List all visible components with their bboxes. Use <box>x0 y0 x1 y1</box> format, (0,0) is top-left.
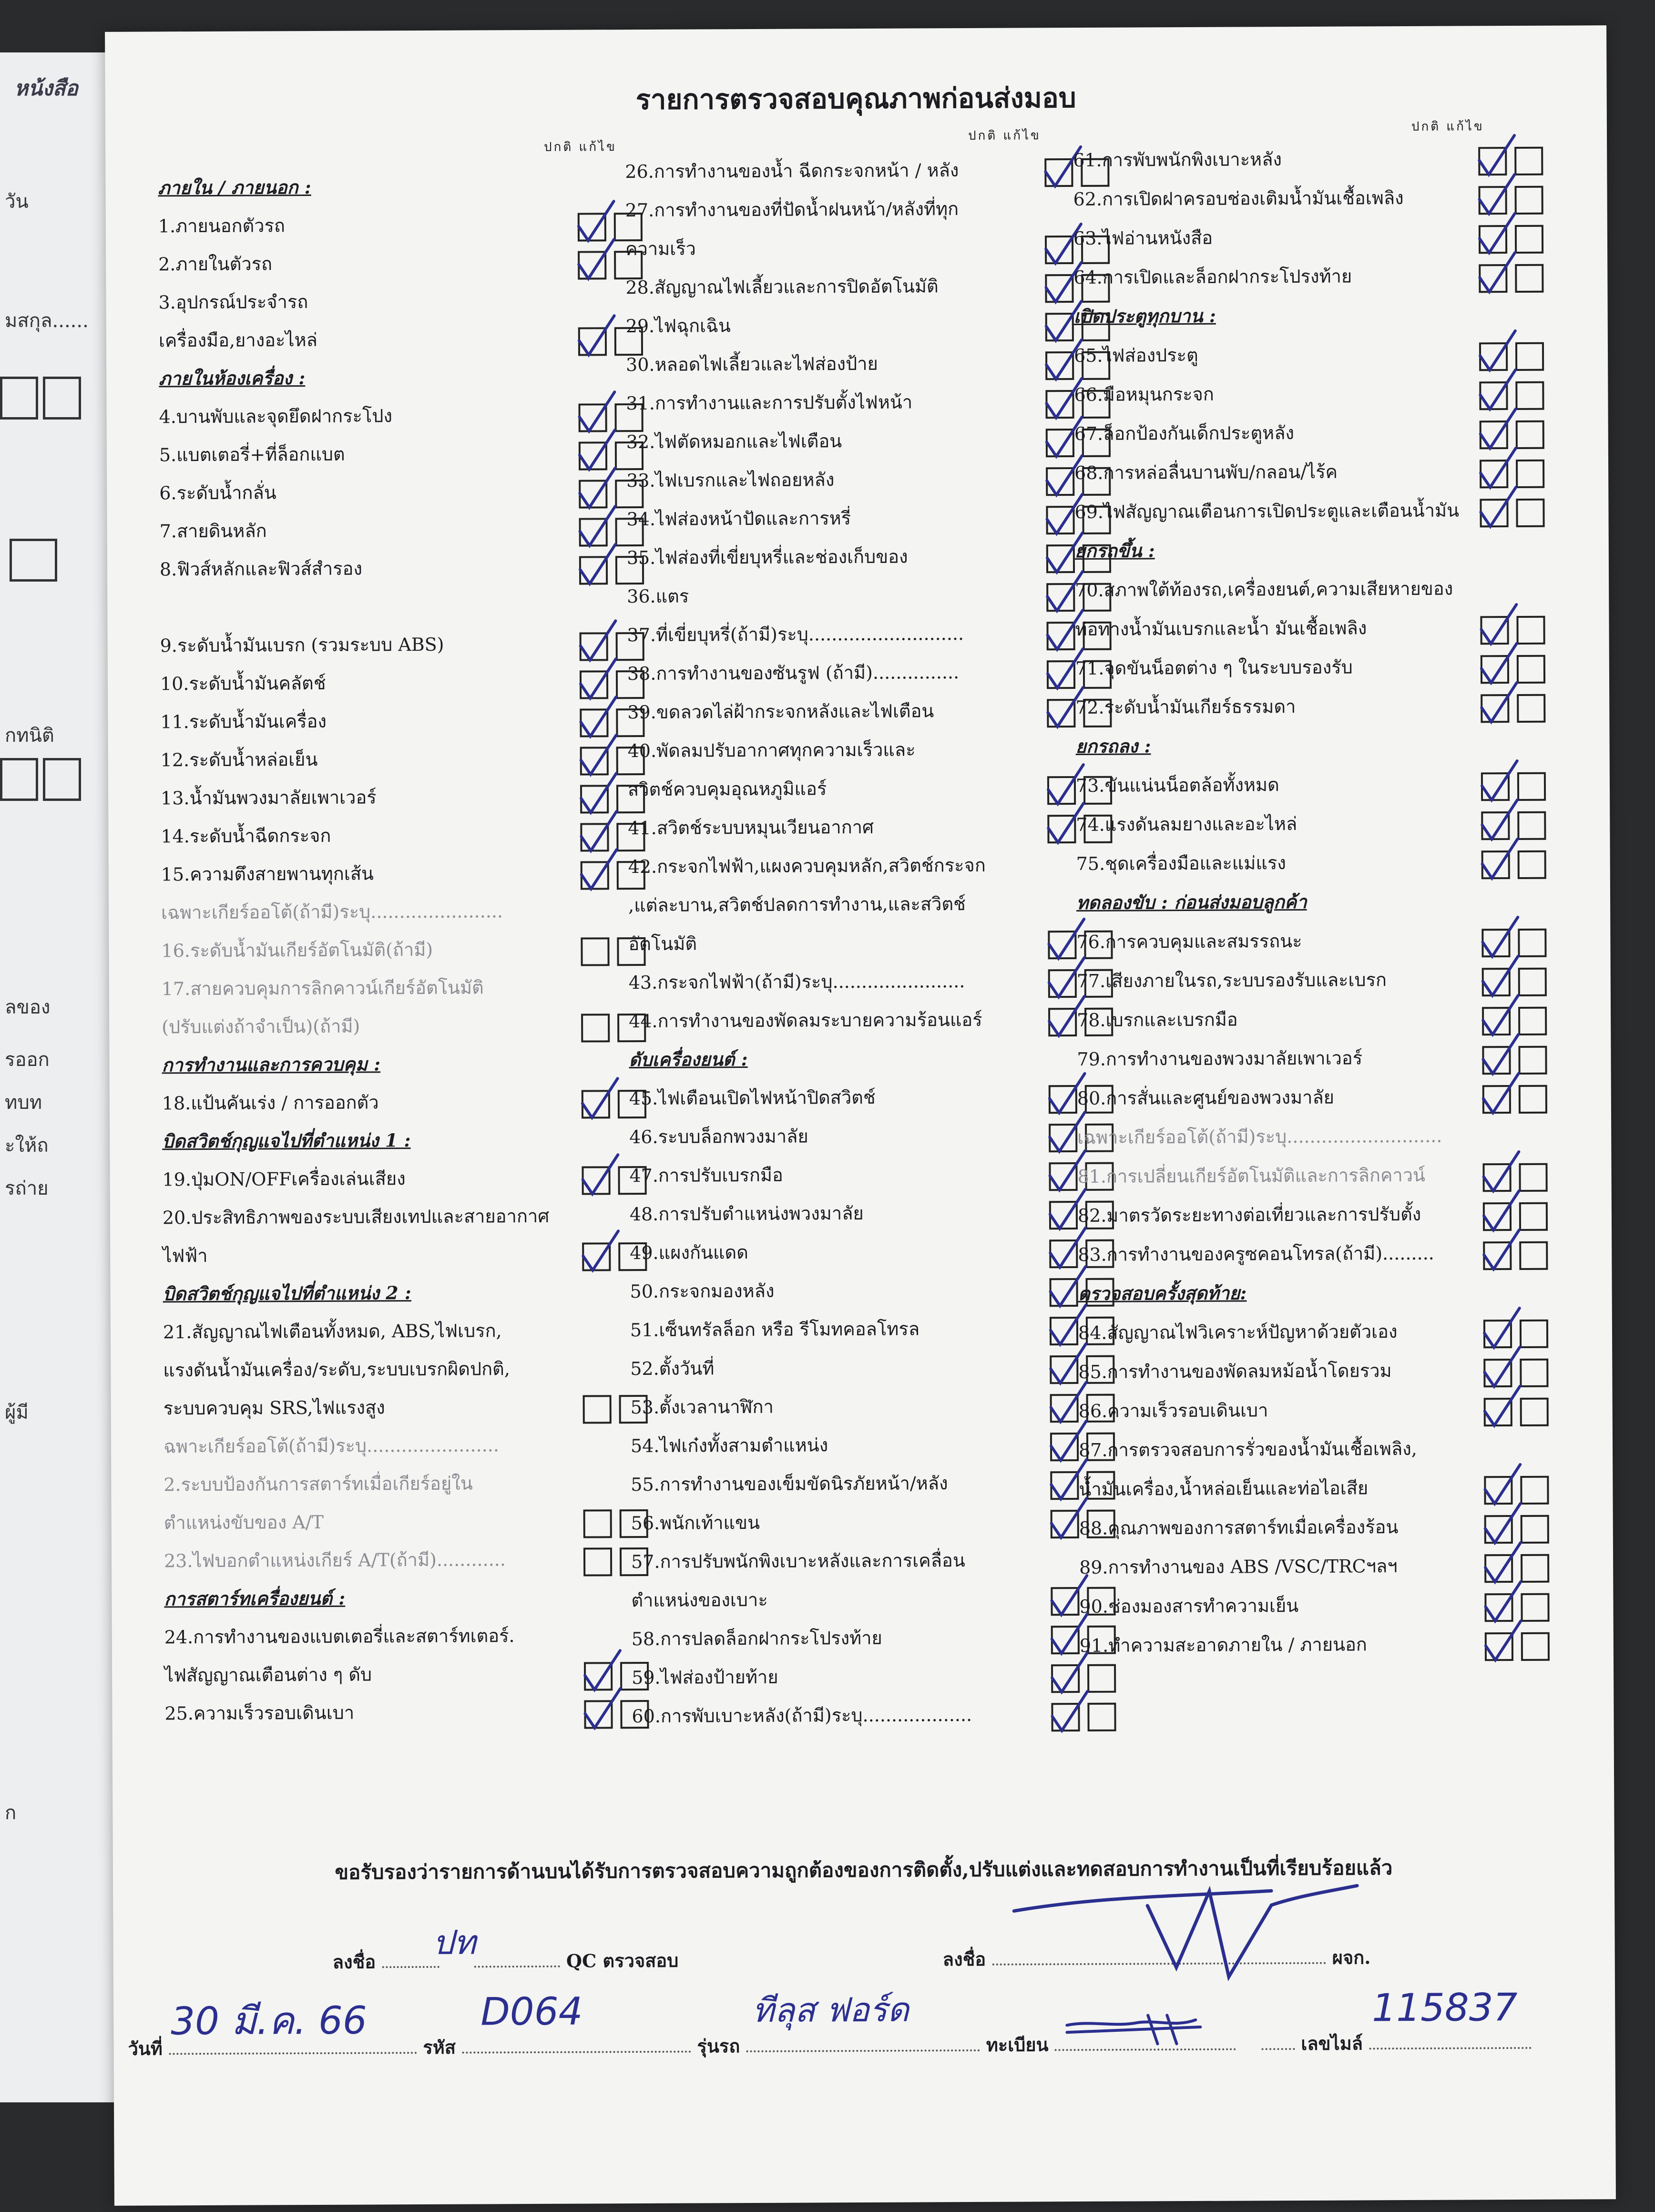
checklist-item <box>632 1662 1108 1702</box>
fix-checkbox[interactable] <box>1516 616 1545 645</box>
checklist-item-label: 64.การเปิดและล็อกฝากระโปรงท้าย <box>1073 266 1352 288</box>
checklist-item-label: 56.พนักเท้าแขน <box>631 1512 760 1534</box>
checklist-item-label: 25.ความเร็วรอบเดินเบา <box>164 1702 355 1724</box>
section-heading <box>629 1045 1105 1085</box>
checklist-item-label: ,แต่ละบาน,สวิตช์ปลดการทำงาน,และสวิตช์ <box>628 893 966 916</box>
checklist-item <box>626 427 1103 467</box>
column-header: ปกติ แก้ไข <box>544 140 617 154</box>
checkbox-pair <box>1481 694 1552 723</box>
checklist-item-label: 57.การปรับพนักพิงเบาะหลังและการเคลื่อน <box>631 1550 965 1573</box>
signature-row <box>333 1946 679 1976</box>
back-sheet-fragment: ะให้ถ <box>5 1135 49 1157</box>
checklist-item-label: 86.ความเร็วรอบเดินเบา <box>1078 1400 1268 1422</box>
checklist-item-label: 15.ความตึงสายพานทุกเส้น <box>161 863 374 885</box>
checklist-item <box>1078 1239 1559 1280</box>
document-title: รายการตรวจสอบคุณภาพก่อนส่งมอบ <box>635 82 1076 116</box>
checklist-item <box>627 658 1104 698</box>
section-heading-label: ทดลองขับ : ก่อนส่งมอบลูกค้า <box>1076 891 1307 914</box>
checklist-item-label: 78.เบรกและเบรกมือ <box>1077 1009 1238 1031</box>
checklist-item <box>631 1508 1108 1548</box>
normal-checkbox[interactable] <box>581 937 609 966</box>
checkbox-pair <box>1051 1703 1123 1732</box>
checkbox-pair <box>1484 1398 1555 1427</box>
checklist-item <box>632 1624 1108 1664</box>
check-mark-icon <box>1473 834 1521 887</box>
handwritten-file-number: 115837 <box>1371 1985 1518 2030</box>
checklist-item <box>626 504 1103 544</box>
checklist-item <box>625 272 1102 312</box>
checklist-item <box>629 1122 1106 1162</box>
checklist-item <box>1080 1630 1561 1670</box>
checklist-item <box>1076 849 1558 889</box>
checklist-item <box>164 1698 655 1738</box>
sign-label: ลงชื่อ <box>942 1948 986 1970</box>
fix-checkbox[interactable] <box>1518 968 1547 996</box>
checklist-item-label: ตำแหน่งของเบาะ <box>631 1589 768 1611</box>
checklist-item-label: 40.พัดลมปรับอากาศทุกความเร็วและ <box>627 739 916 762</box>
checklist-item-label: 76.การควบคุมและสมรรถนะ <box>1076 930 1302 953</box>
fix-checkbox[interactable] <box>1087 1703 1116 1731</box>
file-label: เลขไมล์ <box>1301 2032 1363 2054</box>
fix-checkbox[interactable] <box>1518 1007 1547 1035</box>
section-heading <box>164 1584 655 1624</box>
checklist-item <box>625 156 1102 196</box>
checklist-item <box>631 1585 1108 1625</box>
checklist-item-label: 21.สัญญาณไฟเตือนทั้งหมด, ABS,ไฟเบรก, <box>163 1320 502 1343</box>
checklist-item <box>627 697 1104 737</box>
checklist-item-label: 30.หลอดไฟเลี้ยวและไฟส่องป้าย <box>626 353 878 376</box>
checklist-item <box>628 890 1105 930</box>
checklist-item-label: 89.การทำงานของ ABS /VSC/TRCฯลฯ <box>1079 1556 1398 1578</box>
handwritten-date: 30 มี.ค. 66 <box>171 1998 368 2044</box>
checklist-item-label: 20.ประสิทธิภาพของระบบเสียงเทปและสายอากาศ <box>162 1205 550 1229</box>
checklist-item-label: 36.แตร <box>627 585 689 607</box>
fix-checkbox[interactable] <box>1516 420 1544 449</box>
checklist-item-label: 32.ไฟตัดหมอกและไฟเตือน <box>626 430 842 453</box>
checklist-item <box>158 249 649 289</box>
sign-label: ลงชื่อ <box>332 1951 376 1973</box>
checklist-item <box>630 1238 1106 1278</box>
checklist-item-label: 52.ตั้งวันที่ <box>630 1358 715 1380</box>
check-mark-icon <box>1475 1069 1522 1121</box>
section-heading-label: เปิดประตูทุกบาน : <box>1073 305 1216 328</box>
checklist-item-label: ท่อทางน้ำมันเบรกและน้ำ มันเชื้อเพลิง <box>1075 617 1367 640</box>
back-sheet-box <box>43 377 81 420</box>
fix-checkbox[interactable] <box>1519 1163 1547 1192</box>
checklist-item <box>1073 262 1555 302</box>
fix-checkbox[interactable] <box>1517 772 1546 801</box>
checklist-item-label: 60.การพับเบาะหลัง(ถ้ามี)ระบุ................... <box>632 1704 972 1727</box>
manager-label: ผจก. <box>1332 1946 1371 1968</box>
checklist-item-label: 27.การทำงานของที่ปัดน้ำฝนหน้า/หลังที่ทุก <box>625 198 959 221</box>
back-sheet-fragment: ทบท <box>5 1092 42 1114</box>
checklist-item <box>627 543 1103 583</box>
checklist-item-label: 26.การทำงานของน้ำ ฉีดกระจกหน้า / หลัง <box>625 160 959 183</box>
check-mark-icon <box>573 845 621 897</box>
checklist-item-label: 6.ระดับน้ำกลั่น <box>159 482 276 504</box>
checklist-item-label: 71.จุดขันน็อตต่าง ๆ ในระบบรองรับ <box>1075 656 1353 679</box>
check-mark-icon <box>1043 1687 1091 1739</box>
fix-checkbox[interactable] <box>1515 225 1543 254</box>
checklist-item <box>1075 692 1557 732</box>
back-sheet-fragment: มสกุล...... <box>5 310 89 332</box>
back-sheet-box <box>0 377 38 420</box>
checkbox-pair <box>1481 850 1553 880</box>
checklist-item <box>163 1431 654 1471</box>
fix-checkbox[interactable] <box>1520 1398 1549 1426</box>
fix-checkbox[interactable] <box>1516 460 1544 488</box>
checklist-item <box>164 1507 655 1547</box>
fix-checkbox[interactable] <box>1518 929 1546 957</box>
checkbox-pair <box>1479 264 1550 293</box>
checklist-item <box>626 349 1103 389</box>
date-label: วันที่ <box>128 2038 163 2059</box>
checklist-item-label: 77.เสียงภายในรถ,ระบบรองรับและเบรก <box>1076 969 1387 992</box>
certification-statement: ขอรับรองว่ารายการด้านบนได้รับการตรวจสอบความถูกต้องของการติดตั้ง,ปรับแต่งและทดสอบการทำงานเป็นที่เรียบร้อยแล้ว <box>335 1856 1393 1884</box>
back-sheet-fragment: รออก <box>5 1049 50 1071</box>
checklist-item <box>162 1012 653 1052</box>
fix-checkbox[interactable] <box>1521 1632 1550 1661</box>
checklist-item-label: 61.การพับพนักพิงเบาะหลัง <box>1073 149 1282 171</box>
check-mark-icon <box>1473 678 1521 730</box>
section-heading-label: การทำงานและการควบคุม : <box>162 1053 381 1076</box>
check-mark-icon <box>574 1226 622 1279</box>
checklist-item-label: 24.การทำงานของแบตเตอรี่และสตาร์ทเตอร์. <box>164 1625 515 1648</box>
checklist-item-label: 88.คุณภาพของการสตาร์ทเมื่อเครื่องร้อน <box>1079 1516 1399 1539</box>
checklist-item <box>626 465 1103 505</box>
checklist-item-label: 68.การหล่อลื่นบานพับ/กลอน/ไร้ค <box>1074 461 1338 484</box>
checklist-item-label: 13.น้ำมันพวงมาลัยเพาเวอร์ <box>160 787 377 809</box>
checklist-item <box>630 1315 1107 1355</box>
checklist-item-label: 38.การทำงานของซันรูฟ (ถ้ามี)............... <box>627 662 960 685</box>
back-sheet-box <box>43 758 81 801</box>
check-mark-icon <box>1472 482 1520 535</box>
handwritten-code: D064 <box>480 1989 583 2034</box>
checklist-item <box>161 897 652 937</box>
checklist-item <box>626 388 1103 428</box>
back-sheet-fragment: วัน <box>5 191 29 213</box>
checkbox-pair <box>1480 499 1551 528</box>
checklist-item-label: 29.ไฟฉุกเฉิน <box>625 315 731 337</box>
checklist-item-label: 55.การทำงานของเข็มขัดนิรภัยหน้า/หลัง <box>631 1473 948 1495</box>
checklist-item-label: 37.ที่เขี่ยบุหรี่(ถ้ามี)ระบุ........................... <box>627 623 964 646</box>
checklist-item <box>160 554 651 594</box>
checklist-item <box>628 851 1105 891</box>
checklist-item-label: 41.สวิตช์ระบบหมุนเวียนอากาศ <box>628 816 874 839</box>
checklist-item-label: 8.ฟิวส์หลักและฟิวส์สำรอง <box>159 558 363 580</box>
checklist-item <box>159 325 650 365</box>
checklist-item-label: 14.ระดับน้ำฉีดกระจก <box>161 825 331 847</box>
checklist-item-label: 67.ล็อกป้องกันเด็กประตูหลัง <box>1074 422 1295 445</box>
checklist-item <box>162 973 653 1014</box>
checklist-item-label: 66.มือหมุนกระจก <box>1074 383 1214 406</box>
struck-out-registration <box>1062 2006 1205 2049</box>
manager-signature <box>1004 1876 1367 1992</box>
checklist-item <box>631 1392 1107 1432</box>
checklist-item-label: 83.การทำงานของครูซคอนโทรล(ถ้ามี)......... <box>1078 1242 1434 1266</box>
checklist-item-label: แรงดันน้ำมันเครื่อง/ระดับ,ระบบเบรกผิดปกติ, <box>163 1358 510 1381</box>
checklist-item-label: 51.เซ็นทรัลล็อก หรือ รีโมทคอลโทรล <box>630 1318 920 1341</box>
checklist-item-label: 46.ระบบล็อกพวงมาลัย <box>629 1126 808 1148</box>
checklist-item-label: 2.ระบบป้องกันการสตาร์ทเมื่อเกียร์อยู่ใน <box>163 1473 473 1495</box>
checklist-item-label: 75.ชุดเครื่องมือและแม่แรง <box>1076 852 1286 875</box>
checklist-item <box>1077 1083 1559 1123</box>
checklist-item-label: 54.ไฟเก๋งทั้งสามตำแหน่ง <box>630 1434 828 1457</box>
section-heading-label: ภายใน / ภายนอก : <box>158 176 311 199</box>
checklist-item <box>1079 1396 1560 1436</box>
checklist-item-label: 72.ระดับน้ำมันเกียร์ธรรมดา <box>1075 696 1296 718</box>
checklist-item-label: 53.ตั้งเวลานาฬิกา <box>630 1396 774 1418</box>
checklist-item <box>629 1006 1105 1046</box>
checklist-item-label: 48.การปรับตำแหน่งพวงมาลัย <box>629 1202 864 1225</box>
model-label: รุ่นรถ <box>697 2035 740 2057</box>
reg-label: ทะเบียน <box>986 2034 1049 2056</box>
check-mark-icon <box>574 1074 622 1126</box>
back-sheet-fragment: รถ่าย <box>5 1178 49 1199</box>
handwritten-model: ทีลุส ฟอร์ด <box>752 1990 909 2030</box>
checklist-item <box>628 929 1105 969</box>
column-header: ปกติ แก้ไข <box>1411 119 1484 134</box>
file-line <box>1261 2034 1295 2050</box>
column-header: ปกติ แก้ไข <box>968 128 1041 143</box>
checklist-item-label: 1.ภายนอกตัวรถ <box>158 215 286 237</box>
checklist-item-label: 11.ระดับน้ำมันเครื่อง <box>160 710 327 733</box>
checklist-item <box>1074 497 1556 537</box>
fix-checkbox[interactable] <box>1518 850 1546 879</box>
checklist-item <box>629 1083 1106 1123</box>
file-line <box>1369 2033 1531 2049</box>
fix-checkbox[interactable] <box>1519 1202 1548 1231</box>
fix-checkbox[interactable] <box>1515 264 1543 293</box>
section-heading-label: ยกรถขึ้น : <box>1074 540 1155 562</box>
checklist-item-label: 33.ไฟเบรกและไฟถอยหลัง <box>626 469 835 492</box>
checklist-item <box>162 1088 653 1128</box>
back-sheet-fragment: กทนิติ <box>5 725 54 747</box>
checklist-item <box>631 1431 1107 1471</box>
checklist-item-label: 85.การทำงานของพัดลมหม้อน้ำโดยรวม <box>1078 1360 1392 1383</box>
checklist-item <box>628 774 1104 814</box>
back-sheet-fragment: ก <box>5 1802 17 1824</box>
check-mark-icon <box>1475 1225 1523 1278</box>
checklist-item <box>631 1469 1107 1509</box>
checklist-item-label: 5.แบตเตอรี่+ที่ล็อกแบต <box>159 443 345 466</box>
checklist-item-label: เครื่องมือ,ยางอะไหล่ <box>158 329 317 351</box>
section-heading <box>163 1279 654 1319</box>
checklist-item <box>632 1701 1108 1741</box>
checklist-item-label: 80.การสั่นและศูนย์ของพวงมาลัย <box>1077 1086 1335 1109</box>
back-sheet-box <box>10 539 57 582</box>
section-heading-label: บิดสวิตช์กุญแจไปที่ตำแหน่ง 1 : <box>162 1129 411 1152</box>
checklist-item <box>161 935 652 975</box>
fix-checkbox[interactable] <box>1519 1241 1548 1270</box>
checklist-item <box>164 1546 655 1586</box>
checklist-item <box>163 1355 654 1395</box>
check-mark-icon <box>1477 1616 1525 1669</box>
checklist-item <box>625 195 1102 235</box>
back-sheet-title: หน้งสือ <box>14 76 78 101</box>
checklist-item <box>161 859 652 899</box>
checklist-item-label: 63.ไฟอ่านหนังสือ <box>1073 227 1213 249</box>
check-mark-icon <box>1471 248 1519 300</box>
checkbox-pair <box>1483 1241 1554 1270</box>
fix-checkbox[interactable] <box>1521 1593 1549 1622</box>
checklist-item-label: 43.กระจกไฟฟ้า(ถ้ามี)ระบุ....................... <box>628 971 965 993</box>
checklist-item-label: 3.อุปกรณ์ประจำรถ <box>158 291 308 313</box>
checklist-item-label: เฉพาะเกียร์ออโต้(ถ้ามี)ระบุ....................... <box>161 901 503 923</box>
checklist-item <box>627 581 1103 621</box>
checklist-item-label: ไฟสัญญาณเตือนต่าง ๆ ดับ <box>164 1664 372 1686</box>
back-sheet-box <box>0 758 38 801</box>
checklist-item-label: 65.ไฟส่องประตู <box>1073 344 1198 367</box>
fix-checkbox[interactable] <box>1516 499 1544 527</box>
section-heading <box>1075 536 1556 576</box>
checklist-item-label: 62.การเปิดฝาครอบช่องเติมน้ำมันเชื้อเพลิง <box>1073 187 1404 210</box>
checklist-item <box>627 620 1103 660</box>
fix-checkbox[interactable] <box>1517 694 1545 723</box>
checklist-item-label: 79.การทำงานของพวงมาลัยเพาเวอร์ <box>1077 1047 1363 1070</box>
checklist-item-label: น้ำมันเครื่อง,น้ำหล่อเย็นและท่อไอเสีย <box>1079 1477 1369 1500</box>
back-sheet-fragment: ลของ <box>5 996 51 1018</box>
checklist-item-label: ฉพาะเกียร์ออโต้(ถ้ามี)ระบุ....................... <box>163 1434 499 1457</box>
fix-checkbox[interactable] <box>1520 1476 1549 1505</box>
qc-label: QC ตรวจสอบ <box>566 1949 679 1972</box>
normal-checkbox[interactable] <box>583 1509 612 1538</box>
checklist-item-label: ตำแหน่งขับของ A/T <box>163 1511 324 1534</box>
fix-checkbox[interactable] <box>1518 1046 1547 1075</box>
sign-line <box>474 1951 560 1968</box>
checkbox-pair <box>1482 1085 1554 1114</box>
checklist-item-label: 90.ช่องมองสารทำความเย็น <box>1079 1595 1299 1618</box>
check-mark-icon <box>1476 1382 1523 1434</box>
checklist-item-label: 91.ทำความสะอาดภายใน / ภายนอก <box>1079 1634 1367 1657</box>
checklist-item-label: 31.การทำงานและการปรับตั้งไฟหน้า <box>626 391 913 414</box>
checklist-item-label: 58.การปลดล็อกฝากระโปรงท้าย <box>631 1627 882 1650</box>
checklist-item-label: 45.ไฟเตือนเปิดไฟหน้าปิดสวิตช์ <box>629 1086 876 1109</box>
back-sheet-fragment: ผู้มี <box>5 1402 29 1423</box>
checklist-item <box>628 813 1104 853</box>
checklist-item-label: 70.สภาพใต้ท้องรถ,เครื่องยนต์,ความเสียหายของ <box>1075 578 1453 601</box>
checklist-item-label: 50.กระจกมองหลัง <box>630 1280 775 1302</box>
fix-checkbox[interactable] <box>1514 147 1543 175</box>
checklist-item-label: 4.บานพับและจุดยึดฝากระโปง <box>159 405 393 428</box>
checklist-item-label: 10.ระดับน้ำมันคลัตช์ <box>160 672 326 695</box>
fix-checkbox[interactable] <box>1515 342 1544 371</box>
model-line <box>746 2035 980 2052</box>
section-heading-label: ตรวจสอบครั้งสุดท้าย: <box>1078 1282 1247 1305</box>
checklist-item-label: 73.ขันแน่นน็อตล้อทั้งหมด <box>1075 774 1279 797</box>
fix-checkbox[interactable] <box>1515 186 1543 215</box>
fix-checkbox[interactable] <box>1520 1320 1548 1348</box>
inspector-signature: ปท <box>432 1923 476 1962</box>
checklist-item-label: 9.ระดับน้ำมันเบรก (รวมระบบ ABS) <box>160 634 444 656</box>
checklist-item-label: 2.ภายในตัวรถ <box>158 253 273 275</box>
checklist-item-label: 49.แผงกันแดด <box>630 1242 748 1264</box>
check-mark-icon <box>576 1684 624 1736</box>
normal-checkbox[interactable] <box>581 1014 610 1042</box>
checklist-item <box>163 1317 654 1357</box>
checklist-item-label: 59.ไฟส่องป้ายท้าย <box>632 1666 778 1689</box>
checklist-item <box>629 967 1105 1007</box>
section-heading-label: บิดสวิตช์กุญแจไปที่ตำแหน่ง 2 : <box>163 1282 411 1305</box>
section-heading-label: การสตาร์ทเครื่องยนต์ : <box>164 1587 346 1610</box>
check-mark-icon <box>572 540 619 592</box>
fix-checkbox[interactable] <box>1517 811 1546 840</box>
checklist-item-label: ระบบควบคุม SRS,ไฟแรงสูง <box>163 1397 385 1419</box>
checklist-item-label: 81.การเปลี่ยนเกียร์อัตโนมัติและการลิกคาวน์ <box>1077 1164 1426 1188</box>
check-mark-icon <box>571 311 618 363</box>
checklist-item-label: 84.สัญญาณไฟวิเคราะห์ปัญหาด้วยตัวเอง <box>1078 1321 1398 1344</box>
checklist-item <box>629 1160 1106 1200</box>
checklist-item-label: อัตโนมัติ <box>628 933 697 955</box>
checklist-item-label: 23.ไฟบอกตำแหน่งเกียร์ A/T(ถ้ามี)............ <box>163 1549 506 1572</box>
checklist-item <box>163 1393 654 1433</box>
fix-checkbox[interactable] <box>1517 655 1545 684</box>
checklist-item-label: 44.การทำงานของพัดลมระบายความร้อนแอร์ <box>629 1009 982 1032</box>
section-heading-label: ดับเครื่องยนต์ : <box>629 1048 748 1071</box>
checklist-item <box>628 736 1104 776</box>
checklist-item <box>163 1240 654 1280</box>
checklist-item-label: 69.ไฟสัญญาณเตือนการเปิดประตูและเตือนน้ำมัน <box>1074 500 1460 523</box>
checklist-item <box>162 1164 653 1204</box>
checklist-item-label: 47.การปรับเบรกมือ <box>629 1164 783 1187</box>
checklist-item <box>625 234 1102 274</box>
checklist-item-label: (ปรับแต่งถ้าจำเป็น)(ถ้ามี) <box>162 1015 360 1038</box>
checklist-item-label: 82.มาตรวัดระยะทางต่อเที่ยวและการปรับตั้ง <box>1077 1203 1421 1227</box>
fix-checkbox[interactable] <box>1519 1085 1547 1114</box>
fix-checkbox[interactable] <box>1520 1359 1548 1387</box>
checklist-item-label: 17.สายควบคุมการลิกคาวน์เกียร์อัตโนมัติ <box>161 977 484 1000</box>
normal-checkbox[interactable] <box>583 1395 612 1423</box>
checklist-item <box>630 1353 1107 1393</box>
code-label: รหัส <box>423 2036 456 2058</box>
checklist-item-label: 7.สายดินหลัก <box>159 520 267 542</box>
fix-checkbox[interactable] <box>1521 1554 1549 1583</box>
checklist-item-label: 34.ไฟส่องหน้าปัดและการหรี่ <box>626 508 851 530</box>
checklist-item-label: 19.ปุ่มON/OFFเครื่องเล่นเสียง <box>162 1168 406 1190</box>
section-heading-label: ยกรถลง : <box>1075 735 1151 758</box>
checklist-item-label: 42.กระจกไฟฟ้า,แผงควบคุมหลัก,สวิตช์กระจก <box>628 854 986 878</box>
checklist-item-label: 12.ระดับน้ำหล่อเย็น <box>160 748 318 771</box>
checklist-item <box>630 1276 1106 1316</box>
section-heading-label: ภายในห้องเครื่อง : <box>159 367 306 389</box>
checkbox-pair <box>1485 1632 1556 1661</box>
checklist-item <box>163 1469 654 1509</box>
normal-checkbox[interactable] <box>583 1547 612 1576</box>
checklist-item <box>631 1546 1108 1587</box>
sign-line <box>382 1952 439 1968</box>
checklist-item-label: เฉพาะเกียร์ออโต้(ถ้ามี)ระบุ........................... <box>1077 1125 1442 1148</box>
checklist-item-label: 87.การตรวจสอบการรั่วของน้ำมันเชื้อเพลิง, <box>1078 1438 1417 1461</box>
fix-checkbox[interactable] <box>1515 381 1544 410</box>
checklist-item-label: 18.แป้นคันเร่ง / การออกตัว <box>162 1092 379 1114</box>
checklist-item-label: ความเร็ว <box>625 238 696 260</box>
check-mark-icon <box>574 1150 622 1202</box>
checklist-item-label: 16.ระดับน้ำมันเกียร์อัตโนมัติ(ถ้ามี) <box>161 939 433 962</box>
checklist-item-label: ไฟฟ้า <box>163 1245 208 1267</box>
checklist-item <box>630 1199 1106 1239</box>
check-mark-icon <box>570 235 618 287</box>
checklist-item-label: สวิตช์ควบคุมอุณหภูมิแอร์ <box>627 778 827 800</box>
checklist-item-label: 39.ขดลวดไล่ฝ้ากระจกหลังและไฟเตือน <box>627 700 934 723</box>
fix-checkbox[interactable] <box>1521 1515 1549 1544</box>
checklist-sheet <box>105 25 1616 2206</box>
code-line <box>462 2037 691 2054</box>
checklist-item <box>626 311 1103 351</box>
checklist-item-label: 28.สัญญาณไฟเลี้ยวและการปิดอัตโนมัติ <box>625 276 939 298</box>
checklist-item-label: 74.แรงดันลมยางและอะไหล่ <box>1076 813 1297 836</box>
checklist-item-label: 35.ไฟส่องที่เขี่ยบุหรี่และช่องเก็บของ <box>626 546 908 569</box>
